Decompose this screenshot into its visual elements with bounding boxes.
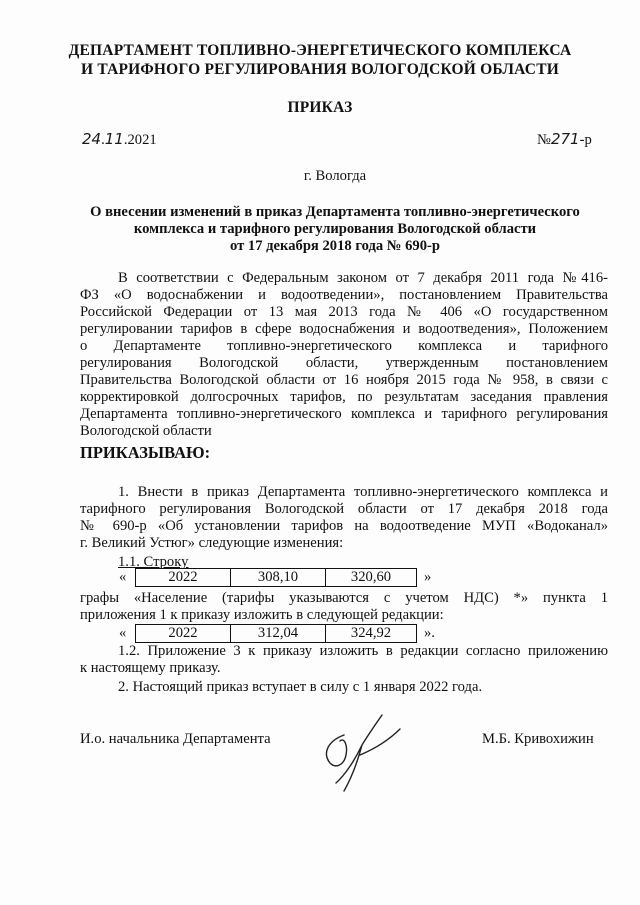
order-number [537, 131, 592, 149]
new-year: 2022 [136, 625, 231, 643]
city: г. Вологда [303, 168, 367, 184]
middle-line: приложения 1 к приказу изложить в следующей редакции: [80, 607, 444, 623]
department-name-line2: И ТАРИФНОГО РЕГУЛИРОВАНИЯ ВОЛОГОДСКОЙ ОБЛАСТИ [81, 61, 559, 78]
title-line3: от 17 декабря 2018 года № 690-р [230, 238, 440, 254]
preamble-line: В соответствии с Федеральным законом от 7 декабря 2011 года №416- [118, 270, 608, 286]
number-value: 271 [550, 130, 580, 148]
item1-line: тарифного регулирования Вологодской области от 17 декабря 2018 года [80, 501, 608, 517]
preamble-line: регулировании тарифов в сфере водоснабжения и водоотведения», Положением [80, 321, 608, 337]
date-month: 11 [104, 130, 124, 148]
preamble-line: Вологодской области [80, 423, 212, 439]
quote-open: « [119, 569, 127, 585]
quote-close: » [424, 569, 432, 585]
order-word: ПРИКАЗЫВАЮ: [80, 443, 211, 462]
item1-1-label: 1.1. Строку [118, 554, 189, 570]
old-year: 2022 [136, 569, 231, 587]
number-suffix: -р [579, 132, 592, 148]
old-value-2: 320,60 [326, 569, 417, 587]
preamble-line: Департамента топливно-энергетического комплекса и тарифного регулирования [80, 406, 608, 422]
tariff-row-old [135, 568, 417, 587]
old-value-1: 308,10 [231, 569, 326, 587]
preamble-line: регулирования Вологодской области, утвержденным постановлением [80, 355, 608, 371]
handwritten-signature [300, 705, 420, 800]
tariff-row-new [135, 624, 417, 643]
preamble-line: Российской Федерации от 13 мая 2013 года № 406 «О государственном [80, 304, 608, 320]
item1-2-line: 1.2. Приложение 3 к приказу изложить в редакции согласно приложению [118, 643, 608, 659]
preamble-line: о Департаменте топливно-энергетического комплекса и тарифного [80, 338, 608, 354]
item1-line: г. Великий Устюг» следующие изменения: [80, 535, 344, 551]
item1-line: 1. Внести в приказ Департамента топливно-энергетического комплекса и [118, 484, 608, 500]
item1-2-line: к настоящему приказу. [80, 660, 221, 676]
number-prefix: № [537, 132, 551, 148]
new-value-2: 324,92 [326, 625, 417, 643]
signatory-position: И.о. начальника Департамента [80, 731, 271, 747]
date-day: 24 [82, 130, 102, 148]
preamble-line: ФЗ «О водоснабжении и водоотведении», постановлением Правительства [80, 287, 608, 303]
item2: 2. Настоящий приказ вступает в силу с 1 января 2022 года. [118, 679, 483, 695]
date-year: .2021 [123, 132, 157, 148]
quote-open: « [119, 625, 127, 641]
preamble-line: корректировкой долгосрочных тарифов, по результатам заседания правления [80, 389, 608, 405]
signatory-name: М.Б. Кривохижин [482, 731, 594, 747]
document-type: ПРИКАЗ [287, 99, 353, 116]
title-line1: О внесении изменений в приказ Департамента топливно-энергетического [90, 204, 580, 220]
preamble-line: Правительства Вологодской области от 16 ноября 2015 года № 958, в связи с [80, 372, 608, 388]
date-sep: . [101, 132, 105, 148]
new-value-1: 312,04 [231, 625, 326, 643]
department-name-line1: ДЕПАРТАМЕНТ ТОПЛИВНО-ЭНЕРГЕТИЧЕСКОГО КОМПЛЕКСА [68, 42, 572, 59]
quote-close: ». [424, 625, 435, 641]
title-line2: комплекса и тарифного регулирования Вологодской области [133, 221, 537, 237]
order-date [82, 131, 157, 149]
item1-line: № 690-р «Об установлении тарифов на водоотведение МУП «Водоканал» [80, 518, 608, 534]
middle-line: графы «Население (тарифы указываются с учетом НДС) *» пункта 1 [80, 590, 608, 606]
